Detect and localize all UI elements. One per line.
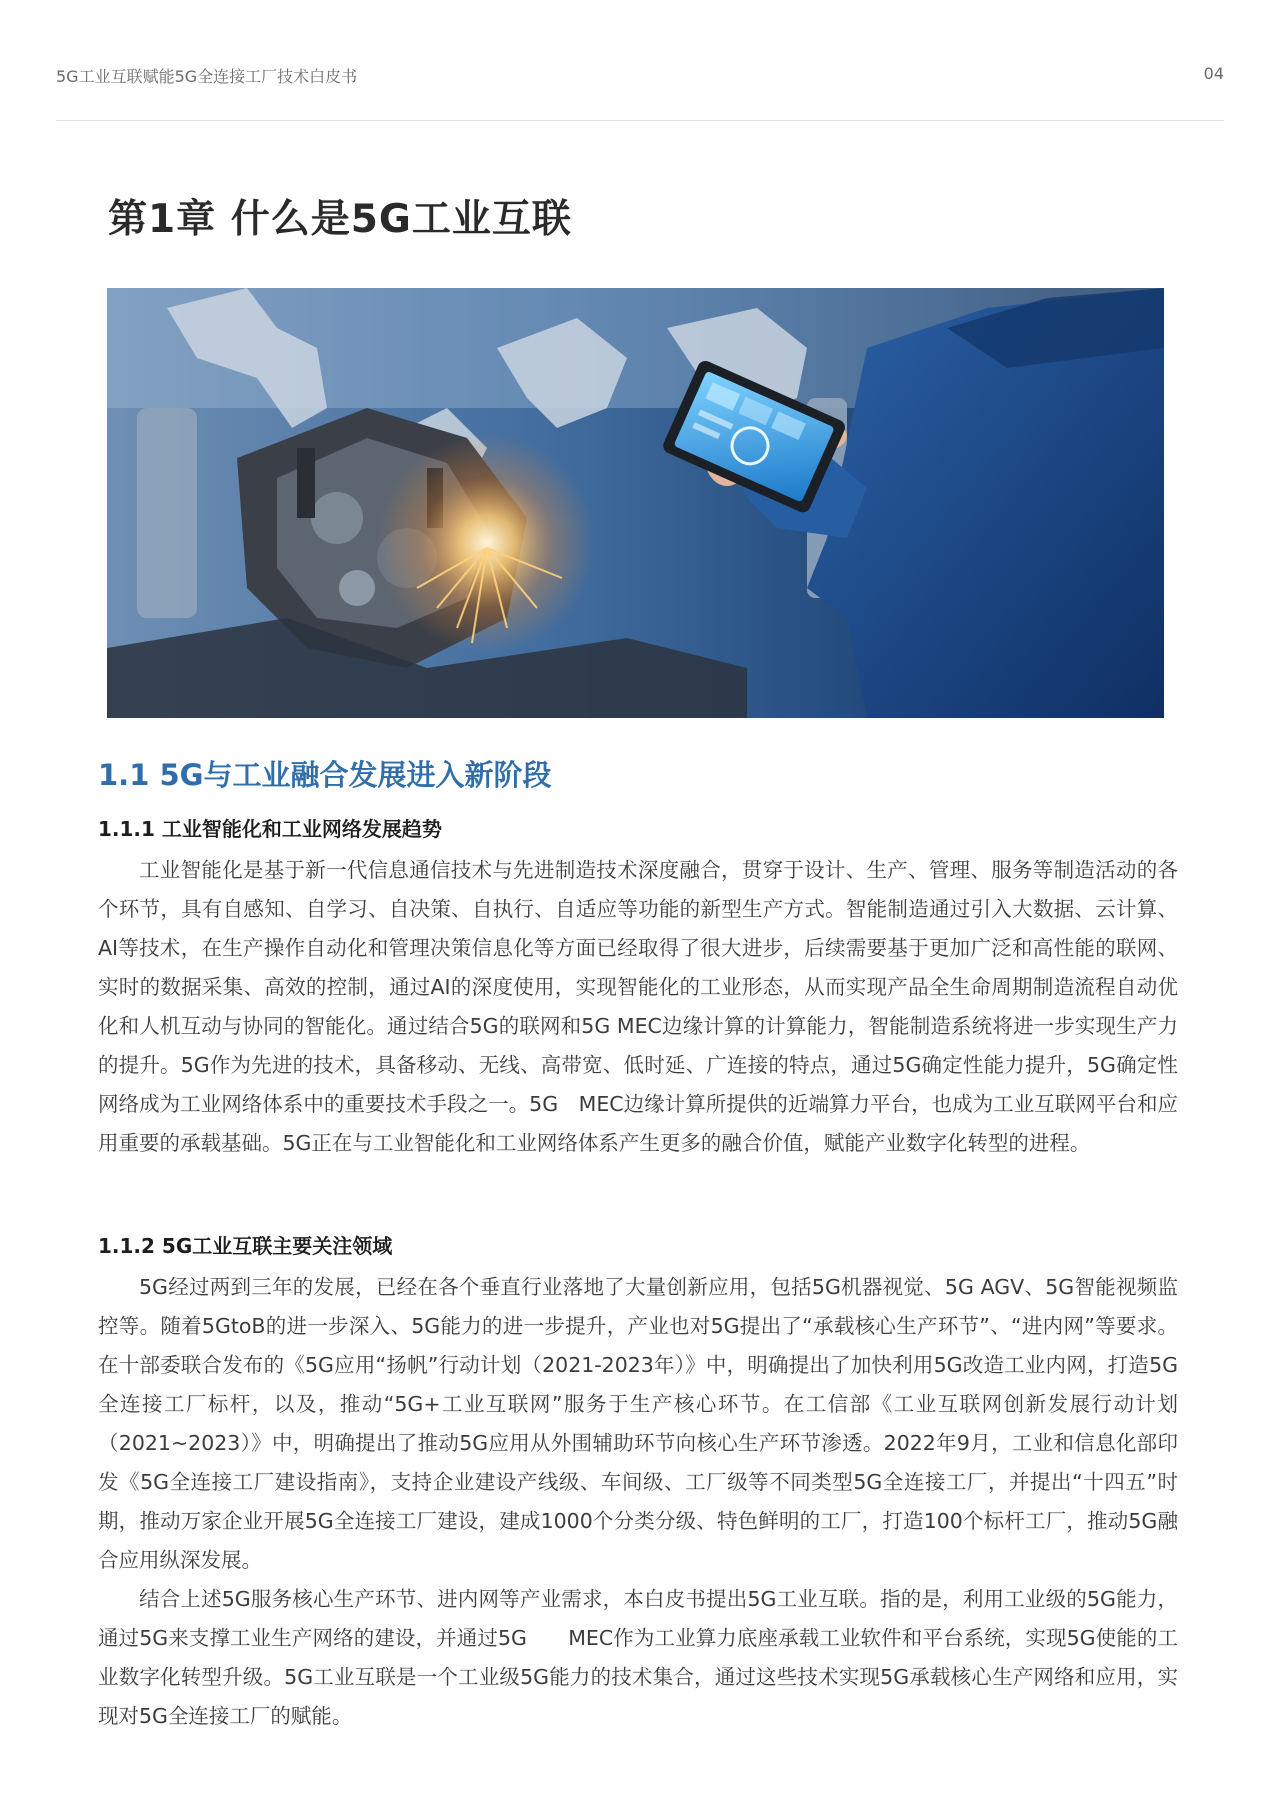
paragraph: 结合上述5G服务核心生产环节、进内网等产业需求，本白皮书提出5G工业互联。指的是，利用工业级的5G能力，通过5G来支撑工业生产网络的建设，并通过5G MEC作为工业算力底座承载工业软件和平台系统，实现5G使能的工业数字化转型升级。5G工业互联是一个工业级5G能力的技术集合，通过这些技术实现5G承载核心生产网络和应用，实现对5G全连接工厂的赋能。 [98, 1587, 1178, 1728]
chapter-title: 第1章 什么是5G工业互联 [108, 197, 572, 242]
subsection-1-1-1-title: 1.1.1 工业智能化和工业网络发展趋势 [98, 817, 442, 841]
paragraph: 5G经过两到三年的发展，已经在各个垂直行业落地了大量创新应用，包括5G机器视觉、5G AGV、5G智能视频监控等。随着5GtoB的进一步深入、5G能力的进一步提升，产业也对5G提出了“承载核心生产环节”、“进内网”等要求。在十部委联合发布的《5G应用“扬帆”行动计划（2021-2023年）》中，明确提出了加快利用5G改造工业内网，打造5G全连接工厂标杆，以及，推动“5G+工业互联网”服务于生产核心环节。在工信部《工业互联网创新发展行动计划（2021~2023）》中，明确提出了推动5G应用从外围辅助环节向核心生产环节渗透。2022年9月，工业和信息化部印发《5G全连接工厂建设指南》，支持企业建设产线级、车间级、工厂级等不同类型5G全连接工厂，并提出“十四五”时期，推动万家企业开展5G全连接工厂建设，建成1000个分类分级、特色鲜明的工厂，打造100个标杆工厂，推动5G融合应用纵深发展。 [98, 1275, 1178, 1572]
factory-robot-tablet-photo-icon [107, 288, 1164, 718]
subsection-1-1-2-body [98, 1268, 1178, 1736]
paragraph: 工业智能化是基于新一代信息通信技术与先进制造技术深度融合，贯穿于设计、生产、管理、服务等制造活动的各个环节，具有自感知、自学习、自决策、自执行、自适应等功能的新型生产方式。智能制造通过引入大数据、云计算、AI等技术，在生产操作自动化和管理决策信息化等方面已经取得了很大进步，后续需要基于更加广泛和高性能的联网、实时的数据采集、高效的控制，通过AI的深度使用，实现智能化的工业形态，从而实现产品全生命周期制造流程自动优化和人机互动与协同的智能化。通过结合5G的联网和5G MEC边缘计算的计算能力，智能制造系统将进一步实现生产力的提升。5G作为先进的技术，具备移动、无线、高带宽、低时延、广连接的特点，通过5G确定性能力提升，5G确定性网络成为工业网络体系中的重要技术手段之一。5G MEC边缘计算所提供的近端算力平台，也成为工业互联网平台和应用重要的承载基础。5G正在与工业智能化和工业网络体系产生更多的融合价值，赋能产业数字化转型的进程。 [98, 858, 1178, 1155]
hero-image [107, 288, 1164, 718]
running-title: 5G工业互联赋能5G全连接工厂技术白皮书 [56, 67, 358, 86]
page-number: 04 [1203, 64, 1224, 83]
section-1-1-title: 1.1 5G与工业融合发展进入新阶段 [98, 758, 552, 792]
subsection-1-1-1-body [98, 851, 1178, 1163]
subsection-1-1-2-title: 1.1.2 5G工业互联主要关注领域 [98, 1234, 393, 1258]
page-header [56, 64, 1224, 121]
